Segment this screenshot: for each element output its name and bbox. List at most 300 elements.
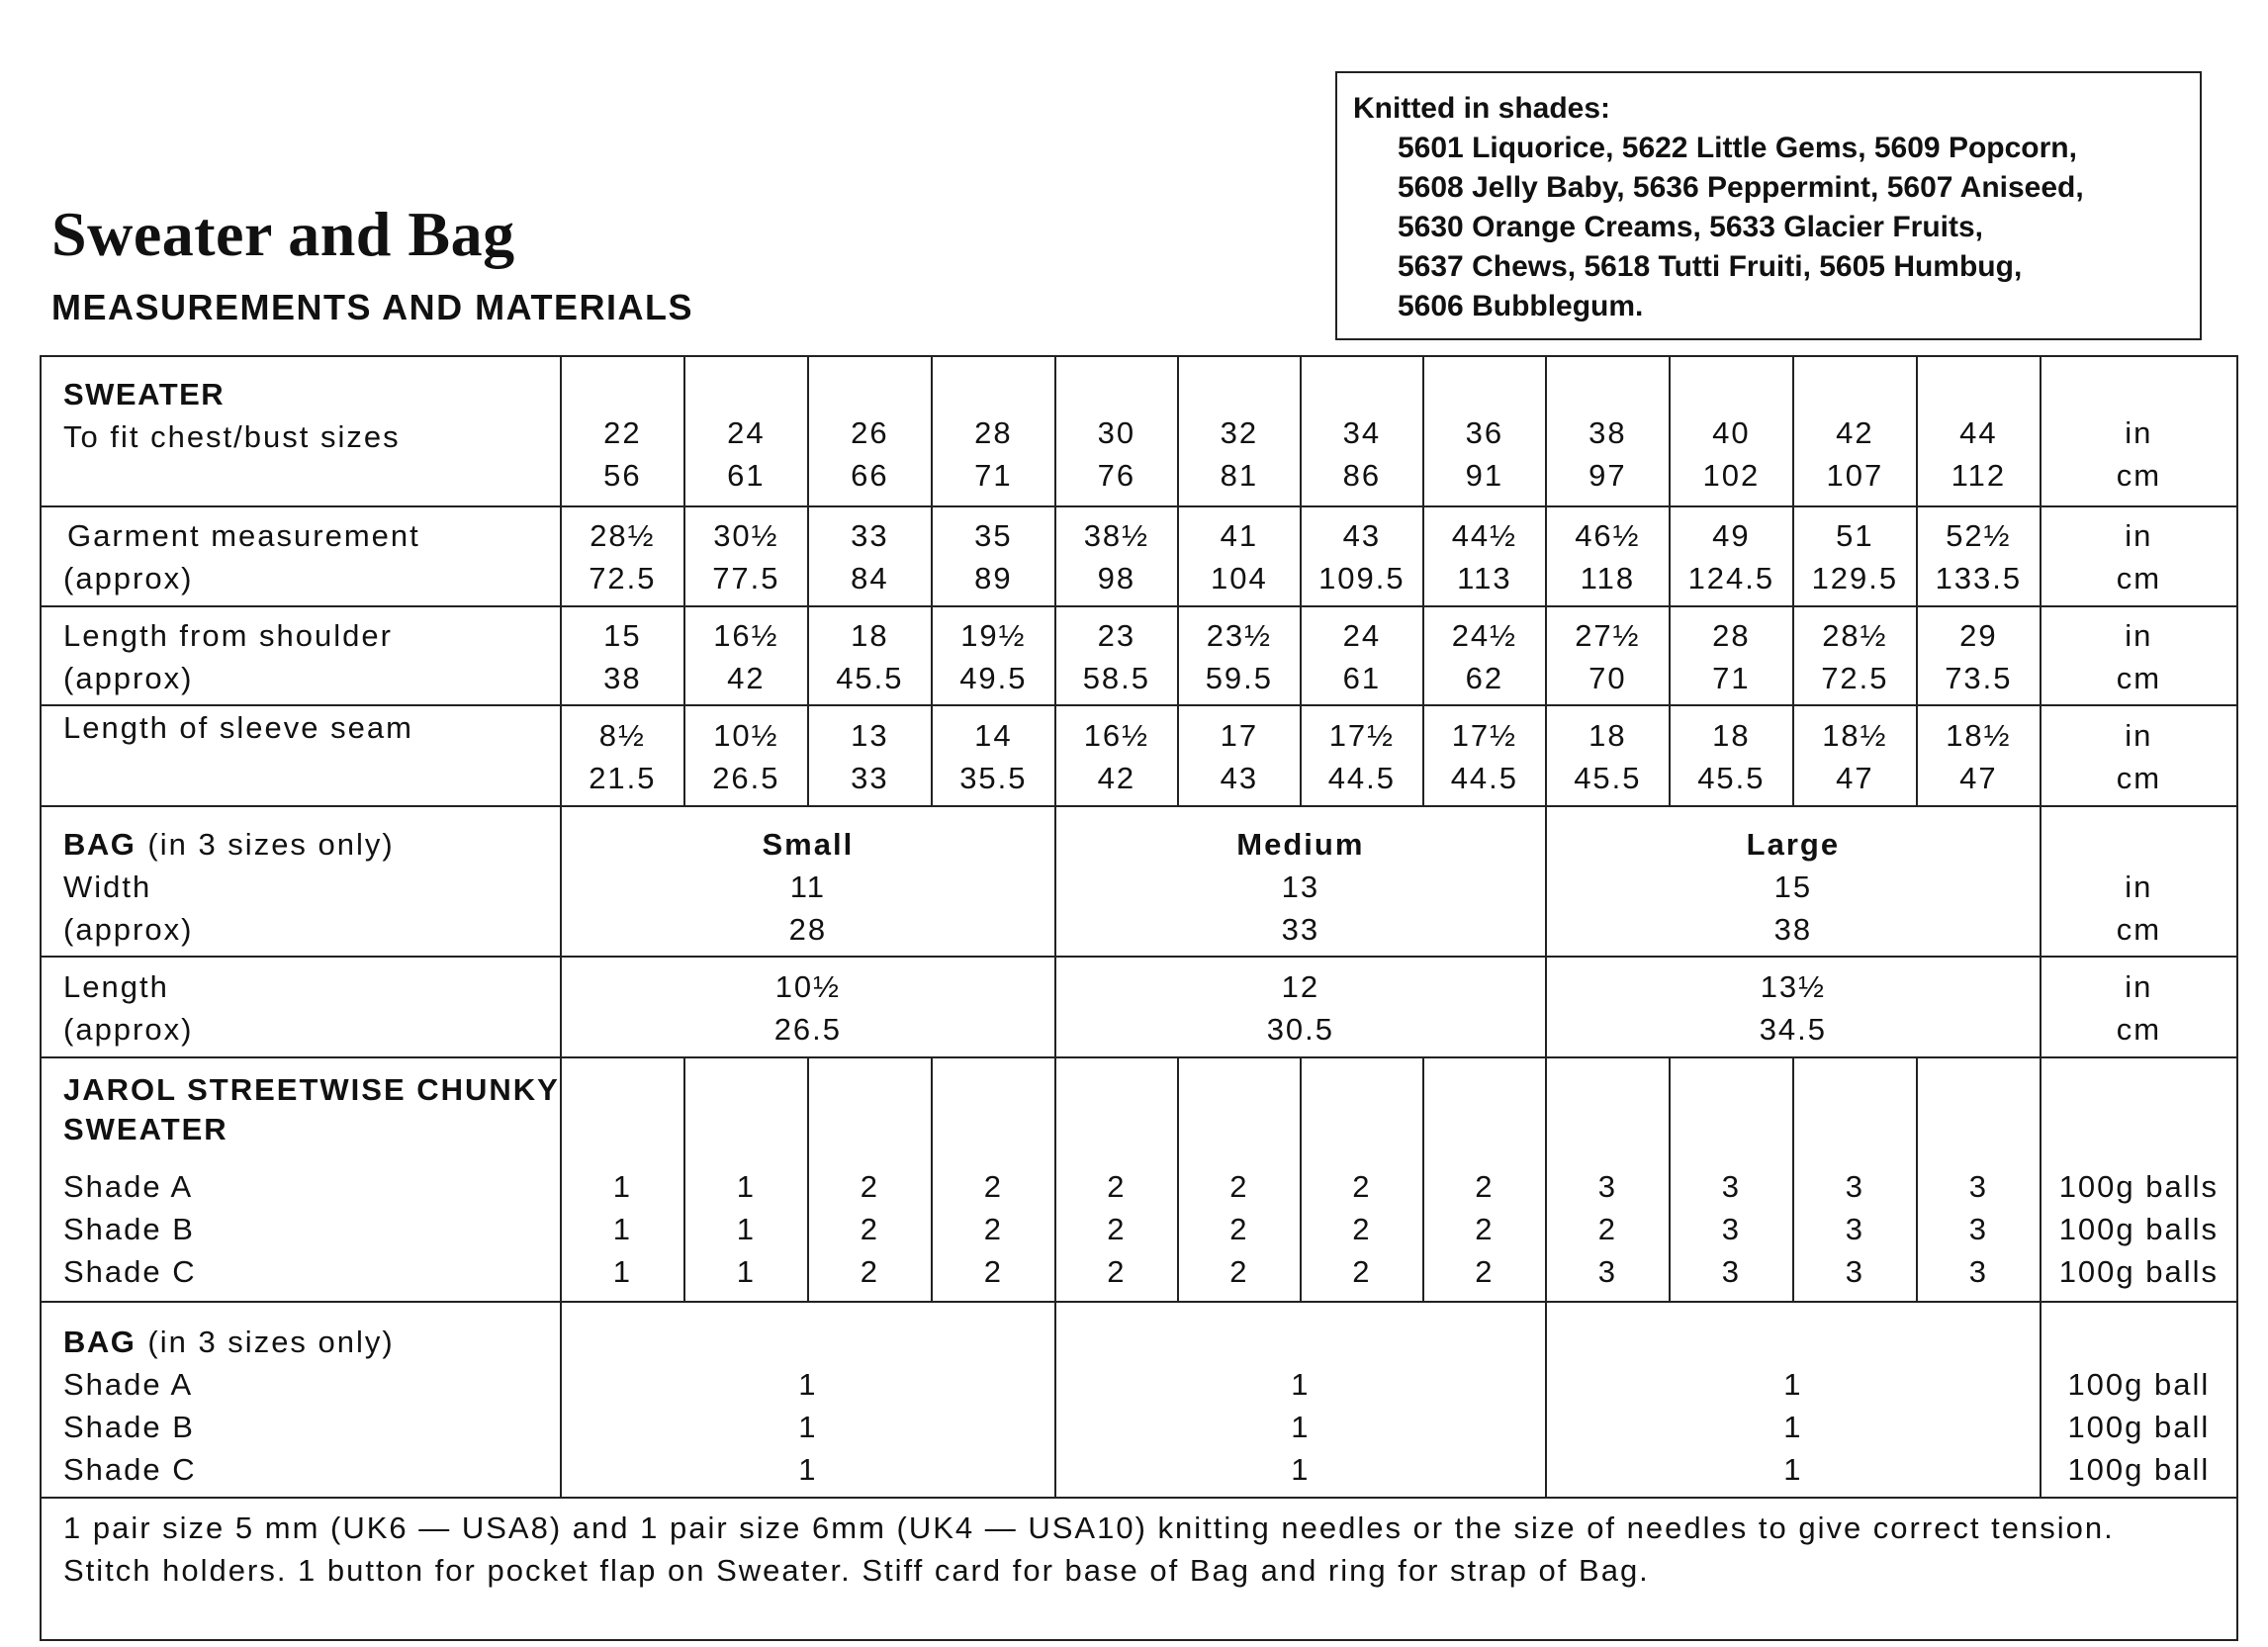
unit-ball: 100g ball (2067, 1410, 2211, 1444)
shade-label: Shade B (63, 1212, 195, 1246)
sleeve-row-value (1178, 705, 1301, 806)
sleeve-row-value (561, 705, 684, 806)
length-row (41, 606, 2237, 705)
value-cm: 118 (1580, 561, 1636, 595)
sleeve-row-value (1670, 705, 1793, 806)
value-in: 11 (789, 869, 826, 904)
unit-in: in (2125, 718, 2153, 753)
unit-in: in (2125, 969, 2153, 1004)
unit-cell (2041, 1057, 2237, 1302)
shade-b-qty: 3 (1968, 1212, 1988, 1246)
sizes-row-value (1670, 356, 1793, 506)
unit-in: in (2125, 869, 2153, 904)
value-cm: 109.5 (1318, 561, 1406, 595)
shade-b-qty: 1 (1783, 1410, 1803, 1444)
value-cm: 47 (1959, 761, 1998, 795)
shade-label: Shade C (63, 1254, 197, 1289)
value-cm: 70 (1588, 661, 1627, 695)
value-in: 17½ (1451, 718, 1518, 753)
sizes-row-value (1423, 356, 1546, 506)
value-in: 29 (1959, 618, 1998, 653)
sizes-row-value (1178, 356, 1301, 506)
value-in: 8½ (598, 718, 646, 753)
shades-line: 5637 Chews, 5618 Tutti Fruiti, 5605 Humbug, (1398, 250, 2023, 283)
yarn-sweater-cell (1423, 1057, 1546, 1302)
sizes-row-value (932, 356, 1055, 506)
shade-c-qty: 2 (1229, 1254, 1249, 1289)
value-in: 22 (603, 415, 642, 450)
value-cm: 73.5 (1945, 661, 2013, 695)
yarn-sweater-cell (1917, 1057, 2041, 1302)
value-cm: 102 (1702, 458, 1761, 493)
bag-width-label (41, 806, 561, 957)
value-in: 18 (851, 618, 889, 653)
sizes-row-value (684, 356, 808, 506)
bag-size-cell (1546, 806, 2041, 957)
yarn-sweater-cell (808, 1057, 932, 1302)
footer-line: Stitch holders. 1 button for pocket flap on Sweater. Stiff card for base of Bag and ring for strap of Bag. (63, 1553, 1650, 1588)
value-cm: 91 (1465, 458, 1504, 493)
unit-cm: cm (2116, 912, 2162, 947)
row-label-line: (approx) (63, 1012, 194, 1047)
shade-c-qty: 2 (983, 1254, 1003, 1289)
value-in: 33 (851, 518, 889, 553)
unit-cm: cm (2116, 1012, 2162, 1047)
unit-cell (2041, 606, 2237, 705)
unit-balls: 100g balls (2058, 1254, 2220, 1289)
value-in: 32 (1220, 415, 1259, 450)
sizes-row-value (1301, 356, 1423, 506)
value-in: 43 (1342, 518, 1382, 553)
value-in: 18 (1588, 718, 1627, 753)
value-in: 28½ (1822, 618, 1888, 653)
sleeve-row-value (684, 705, 808, 806)
shade-c-qty: 1 (1291, 1452, 1311, 1487)
value-cm: 86 (1342, 458, 1382, 493)
sleeve-row-value (1917, 705, 2041, 806)
bag-size-name: Small (762, 827, 855, 862)
length-row-value (1301, 606, 1423, 705)
value-cm: 59.5 (1205, 661, 1274, 695)
bag-length-cell (1055, 957, 1546, 1057)
value-in: 15 (603, 618, 642, 653)
value-cm: 44.5 (1450, 761, 1519, 795)
shade-a-qty: 1 (1291, 1367, 1311, 1402)
bag-size-name: Large (1746, 827, 1841, 862)
value-cm: 104 (1210, 561, 1268, 595)
garment-row-value (932, 506, 1055, 606)
garment-row-value (1546, 506, 1670, 606)
value-in: 13 (1281, 869, 1320, 904)
bag-size-name: Medium (1236, 827, 1365, 862)
row-label-line: Width (63, 869, 152, 904)
value-cm: 72.5 (589, 561, 657, 595)
value-cm: 26.5 (712, 761, 780, 795)
length-row-value (1178, 606, 1301, 705)
bag-size-cell (1055, 806, 1546, 957)
shade-b-qty: 3 (1721, 1212, 1741, 1246)
sizes-row-value (561, 356, 684, 506)
value-cm: 34.5 (1759, 1012, 1828, 1047)
length-row-value (1055, 606, 1178, 705)
value-in: 16½ (713, 618, 779, 653)
yarn-sweater-cell (561, 1057, 684, 1302)
measurements-table (40, 355, 2238, 1641)
garment-row-label (41, 506, 561, 606)
sizes-row-value (1546, 356, 1670, 506)
bag-length-label (41, 957, 561, 1057)
value-cm: 77.5 (712, 561, 780, 595)
shade-c-qty: 1 (612, 1254, 632, 1289)
value-in: 10½ (713, 718, 779, 753)
shade-c-qty: 2 (1352, 1254, 1372, 1289)
value-in: 38½ (1083, 518, 1150, 553)
shade-c-qty: 3 (1721, 1254, 1741, 1289)
value-cm: 42 (1097, 761, 1136, 795)
length-row-value (1670, 606, 1793, 705)
unit-in: in (2125, 518, 2153, 553)
value-cm: 112 (1950, 458, 2007, 493)
value-cm: 113 (1457, 561, 1512, 595)
value-cm: 89 (974, 561, 1013, 595)
value-in: 28 (1712, 618, 1751, 653)
shade-b-qty: 1 (1291, 1410, 1311, 1444)
unit-cm: cm (2116, 561, 2162, 595)
value-in: 15 (1773, 869, 1813, 904)
shade-b-qty: 1 (798, 1410, 818, 1444)
value-in: 17 (1220, 718, 1259, 753)
value-cm: 129.5 (1811, 561, 1899, 595)
value-cm: 38 (603, 661, 642, 695)
value-cm: 97 (1588, 458, 1627, 493)
footer-row (41, 1498, 2237, 1640)
unit-cell (2041, 806, 2237, 957)
shades-line: 5601 Liquorice, 5622 Little Gems, 5609 Popcorn, (1398, 132, 2077, 164)
value-cm: 71 (1712, 661, 1751, 695)
page-subtitle: MEASUREMENTS AND MATERIALS (51, 287, 693, 327)
row-label-line: Length from shoulder (63, 618, 393, 653)
shade-a-qty: 2 (1352, 1169, 1372, 1204)
shade-b-qty: 1 (612, 1212, 632, 1246)
yarn-sweater-cell (1178, 1057, 1301, 1302)
value-cm: 61 (1342, 661, 1382, 695)
sleeve-row-value (1423, 705, 1546, 806)
shades-line: 5630 Orange Creams, 5633 Glacier Fruits, (1398, 211, 1983, 243)
unit-cell (2041, 705, 2237, 806)
yarn-bag-cell (1546, 1302, 2041, 1498)
shade-c-qty: 2 (1475, 1254, 1495, 1289)
value-in: 12 (1281, 969, 1320, 1004)
value-in: 13½ (1760, 969, 1827, 1004)
value-in: 49 (1712, 518, 1751, 553)
row-label-line: Garment measurement (67, 518, 420, 553)
length-row-value (1423, 606, 1546, 705)
garment-row-value (1301, 506, 1423, 606)
bag-width-row (41, 806, 2237, 957)
unit-cm: cm (2116, 661, 2162, 695)
sizes-row (41, 356, 2237, 506)
unit-in: in (2125, 618, 2153, 653)
value-cm: 76 (1097, 458, 1136, 493)
value-in: 18½ (1946, 718, 2012, 753)
garment-row-value (1055, 506, 1178, 606)
shade-b-qty: 2 (1107, 1212, 1127, 1246)
shade-b-qty: 2 (860, 1212, 879, 1246)
value-in: 30 (1097, 415, 1136, 450)
garment-row-value (561, 506, 684, 606)
value-in: 10½ (774, 969, 842, 1004)
shade-b-qty: 2 (1597, 1212, 1617, 1246)
sleeve-row-value (932, 705, 1055, 806)
shade-label: Shade B (63, 1410, 195, 1444)
value-in: 26 (851, 415, 889, 450)
bag-heading: BAG (in 3 sizes only) (63, 1325, 395, 1359)
sizes-row-value (808, 356, 932, 506)
shade-a-qty: 2 (983, 1169, 1003, 1204)
bag-length-cell (1546, 957, 2041, 1057)
value-in: 46½ (1575, 518, 1641, 553)
shade-a-qty: 1 (612, 1169, 632, 1204)
value-in: 44 (1959, 415, 1998, 450)
garment-row-value (1178, 506, 1301, 606)
value-in: 23 (1097, 618, 1136, 653)
unit-balls: 100g balls (2058, 1169, 2220, 1204)
unit-cell (2041, 506, 2237, 606)
shade-b-qty: 3 (1845, 1212, 1864, 1246)
unit-ball: 100g ball (2067, 1452, 2211, 1487)
value-cm: 124.5 (1687, 561, 1775, 595)
value-cm: 44.5 (1327, 761, 1397, 795)
shade-b-qty: 1 (736, 1212, 756, 1246)
shades-heading: Knitted in shades: (1353, 92, 1611, 125)
bag-heading: BAG (in 3 sizes only) (63, 827, 395, 862)
shade-c-qty: 1 (798, 1452, 818, 1487)
value-cm: 72.5 (1821, 661, 1889, 695)
bag-length-cell (561, 957, 1055, 1057)
value-cm: 45.5 (1574, 761, 1642, 795)
value-cm: 26.5 (773, 1012, 843, 1047)
yarn-bag-cell (1055, 1302, 1546, 1498)
value-in: 13 (851, 718, 889, 753)
garment-row-value (684, 506, 808, 606)
shade-c-qty: 1 (736, 1254, 756, 1289)
sizes-row-value (1793, 356, 1917, 506)
shade-a-qty: 1 (798, 1367, 818, 1402)
value-cm: 49.5 (959, 661, 1028, 695)
sleeve-row-value (1546, 705, 1670, 806)
value-cm: 45.5 (1697, 761, 1766, 795)
value-cm: 56 (603, 458, 642, 493)
page-title: Sweater and Bag (51, 199, 515, 269)
value-cm: 43 (1220, 761, 1259, 795)
length-row-value (932, 606, 1055, 705)
yarn-bag-label (41, 1302, 561, 1498)
shade-c-qty: 2 (1107, 1254, 1127, 1289)
section-heading: SWEATER (63, 377, 226, 412)
value-cm: 42 (727, 661, 766, 695)
shade-a-qty: 3 (1721, 1169, 1741, 1204)
value-cm: 45.5 (836, 661, 904, 695)
shade-c-qty: 3 (1845, 1254, 1864, 1289)
shade-a-qty: 1 (736, 1169, 756, 1204)
yarn-sweater-cell (1055, 1057, 1178, 1302)
row-label-line: Length (63, 969, 169, 1004)
sleeve-row-value (1055, 705, 1178, 806)
garment-row (41, 506, 2237, 606)
shade-a-qty: 3 (1968, 1169, 1988, 1204)
yarn-sweater-cell (1546, 1057, 1670, 1302)
unit-cm: cm (2116, 458, 2162, 493)
shade-a-qty: 2 (1229, 1169, 1249, 1204)
yarn-sweater-label (41, 1057, 561, 1302)
unit-cell (2041, 356, 2237, 506)
value-in: 52½ (1946, 518, 2012, 553)
value-in: 44½ (1451, 518, 1518, 553)
shade-a-qty: 3 (1597, 1169, 1617, 1204)
yarn-sweater-row (41, 1057, 2237, 1302)
value-in: 27½ (1575, 618, 1641, 653)
value-in: 18½ (1822, 718, 1888, 753)
value-in: 23½ (1206, 618, 1273, 653)
value-cm: 61 (727, 458, 766, 493)
sizes-row-value (1055, 356, 1178, 506)
sleeve-row-value (1793, 705, 1917, 806)
value-in: 24 (1342, 618, 1382, 653)
sleeve-row-label (41, 705, 561, 806)
sleeve-row (41, 705, 2237, 806)
value-cm: 21.5 (589, 761, 657, 795)
unit-ball: 100g ball (2067, 1367, 2211, 1402)
bag-size-cell (561, 806, 1055, 957)
shade-c-qty: 3 (1597, 1254, 1617, 1289)
value-cm: 133.5 (1935, 561, 2023, 595)
value-cm: 98 (1097, 561, 1136, 595)
unit-cm: cm (2116, 761, 2162, 795)
shade-label: Shade A (63, 1367, 194, 1402)
shades-box (1335, 71, 2202, 340)
yarn-heading: SWEATER (63, 1112, 228, 1146)
shade-c-qty: 3 (1968, 1254, 1988, 1289)
shade-b-qty: 2 (1352, 1212, 1372, 1246)
yarn-sweater-cell (1301, 1057, 1423, 1302)
value-in: 18 (1712, 718, 1751, 753)
value-in: 19½ (960, 618, 1027, 653)
shade-b-qty: 2 (983, 1212, 1003, 1246)
shade-a-qty: 2 (860, 1169, 879, 1204)
value-in: 28½ (590, 518, 656, 553)
value-in: 42 (1836, 415, 1874, 450)
value-in: 38 (1588, 415, 1627, 450)
value-in: 35 (974, 518, 1013, 553)
sizes-row-value (1917, 356, 2041, 506)
garment-row-value (808, 506, 932, 606)
length-row-value (561, 606, 684, 705)
length-row-value (1793, 606, 1917, 705)
row-label-line: (approx) (63, 561, 194, 595)
shades-line: 5606 Bubblegum. (1398, 290, 1644, 322)
shade-c-qty: 1 (1783, 1452, 1803, 1487)
value-cm: 33 (1281, 912, 1320, 947)
value-in: 51 (1836, 518, 1874, 553)
yarn-sweater-cell (684, 1057, 808, 1302)
garment-row-value (1917, 506, 2041, 606)
shade-c-qty: 2 (860, 1254, 879, 1289)
shade-a-qty: 2 (1107, 1169, 1127, 1204)
length-row-label (41, 606, 561, 705)
yarn-sweater-cell (1670, 1057, 1793, 1302)
value-cm: 81 (1220, 458, 1259, 493)
row-label-line: (approx) (63, 912, 194, 947)
row-label-line: (approx) (63, 661, 194, 695)
yarn-bag-row (41, 1302, 2237, 1498)
row-label-line: To fit chest/bust sizes (63, 419, 401, 454)
value-in: 24½ (1451, 618, 1518, 653)
value-cm: 58.5 (1082, 661, 1151, 695)
shade-a-qty: 3 (1845, 1169, 1864, 1204)
value-cm: 38 (1773, 912, 1813, 947)
row-label-line: Length of sleeve seam (63, 710, 413, 745)
length-row-value (808, 606, 932, 705)
value-in: 40 (1712, 415, 1751, 450)
sizes-row-label (41, 356, 561, 506)
value-in: 41 (1220, 518, 1259, 553)
garment-row-value (1423, 506, 1546, 606)
garment-row-value (1670, 506, 1793, 606)
value-cm: 33 (851, 761, 889, 795)
value-in: 16½ (1083, 718, 1150, 753)
yarn-sweater-cell (932, 1057, 1055, 1302)
value-in: 17½ (1328, 718, 1396, 753)
value-cm: 66 (851, 458, 889, 493)
shades-line: 5608 Jelly Baby, 5636 Peppermint, 5607 Aniseed, (1398, 171, 2084, 204)
unit-cell (2041, 957, 2237, 1057)
value-cm: 30.5 (1266, 1012, 1335, 1047)
yarn-bag-cell (561, 1302, 1055, 1498)
value-in: 34 (1342, 415, 1382, 450)
shade-b-qty: 2 (1475, 1212, 1495, 1246)
value-in: 14 (974, 718, 1013, 753)
footer-notes (41, 1498, 2237, 1640)
shade-a-qty: 1 (1783, 1367, 1803, 1402)
length-row-value (1546, 606, 1670, 705)
sleeve-row-value (808, 705, 932, 806)
footer-line: 1 pair size 5 mm (UK6 — USA8) and 1 pair size 6mm (UK4 — USA10) knitting needles or the size of needles to give correct tension. (63, 1510, 2115, 1545)
unit-cell (2041, 1302, 2237, 1498)
shade-label: Shade A (63, 1169, 194, 1204)
value-cm: 84 (851, 561, 889, 595)
value-in: 28 (974, 415, 1013, 450)
value-in: 36 (1465, 415, 1504, 450)
yarn-sweater-cell (1793, 1057, 1917, 1302)
yarn-heading: JAROL STREETWISE CHUNKY (63, 1072, 560, 1107)
sleeve-row-value (1301, 705, 1423, 806)
bag-length-row (41, 957, 2237, 1057)
shade-a-qty: 2 (1475, 1169, 1495, 1204)
unit-in: in (2125, 415, 2153, 450)
value-cm: 35.5 (959, 761, 1028, 795)
value-in: 30½ (713, 518, 779, 553)
value-cm: 47 (1836, 761, 1874, 795)
length-row-value (684, 606, 808, 705)
unit-balls: 100g balls (2058, 1212, 2220, 1246)
value-in: 24 (727, 415, 766, 450)
garment-row-value (1793, 506, 1917, 606)
value-cm: 107 (1826, 458, 1884, 493)
length-row-value (1917, 606, 2041, 705)
value-cm: 28 (788, 912, 828, 947)
value-cm: 71 (974, 458, 1013, 493)
value-cm: 62 (1465, 661, 1504, 695)
